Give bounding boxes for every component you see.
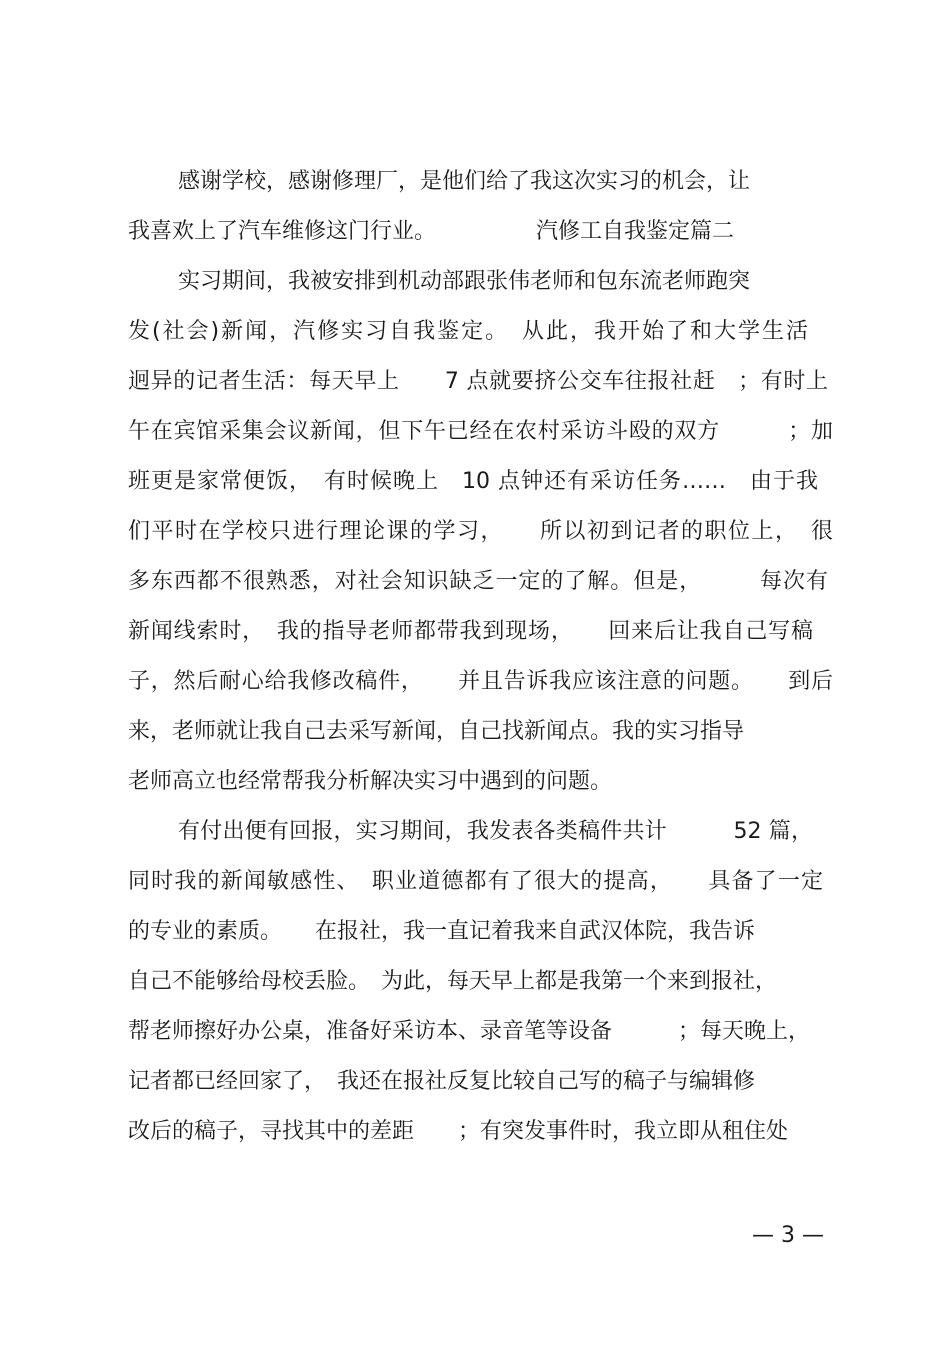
text-line: 的专业的素质。 在报社，我一直记着我来自武汉体院，我告诉 (128, 919, 756, 944)
text-line: 记者都已经回家了， 我还在报社反复比较自己写的稿子与编辑修 (128, 1069, 756, 1094)
text-line: 新闻线索时， 我的指导老师都带我到现场， 回来后让我自己写稿 (128, 619, 813, 644)
text-line: 我喜欢上了汽车维修这门行业。 (128, 219, 437, 244)
text-line: 多东西都不很熟悉，对社会知识缺乏一定的了解。但是， 每次有 (128, 569, 828, 594)
text-line: 有付出便有回报，实习期间，我发表各类稿件共计 52 篇， (178, 819, 813, 844)
text-line: 午在宾馆采集会议新闻，但下午已经在农村采访斗殴的双方 ；加 (128, 419, 833, 444)
text-line: 班更是家常便饭， 有时候晚上 10 点钟还有采访任务…… 由于我 (128, 469, 818, 494)
section-heading: 汽修工自我鉴定篇二 (536, 219, 735, 244)
text-line: 们平时在学校只进行理论课的学习， 所以初到记者的职位上， 很 (128, 519, 833, 544)
text-line: 改后的稿子，寻找其中的差距 ；有突发事件时，我立即从租住处 (128, 1119, 789, 1144)
text-line: 实习期间，我被安排到机动部跟张伟老师和包东流老师跑突 (178, 269, 751, 294)
text-line: 来，老师就让我自己去采写新闻，自己找新闻点。我的实习指导 (128, 719, 745, 744)
page-number: — 3 — (752, 1223, 824, 1248)
text-line: 感谢学校，感谢修理厂，是他们给了我这次实习的机会，让 (178, 169, 751, 194)
text-line: 自己不能够给母校丢脸。 为此，每天早上都是我第一个来到报社， (128, 969, 778, 994)
text-line: 老师高立也经常帮我分析解决实习中遇到的问题。 (128, 769, 613, 794)
text-line: 帮老师擦好办公桌，准备好采访本、录音笔等设备 ；每天晚上， (128, 1019, 811, 1044)
text-line: 发(社会)新闻，汽修实习自我鉴定。 从此，我开始了和大学生活 (128, 319, 808, 344)
text-line: 同时我的新闻敏感性、 职业道德都有了很大的提高， 具备了一定 (128, 869, 823, 894)
text-line: 子，然后耐心给我修改稿件， 并且告诉我应该注意的问题。 到后 (128, 669, 833, 694)
text-line: 迥异的记者生活：每天早上 7 点就要挤公交车往报社赶 ；有时上 (128, 369, 828, 394)
